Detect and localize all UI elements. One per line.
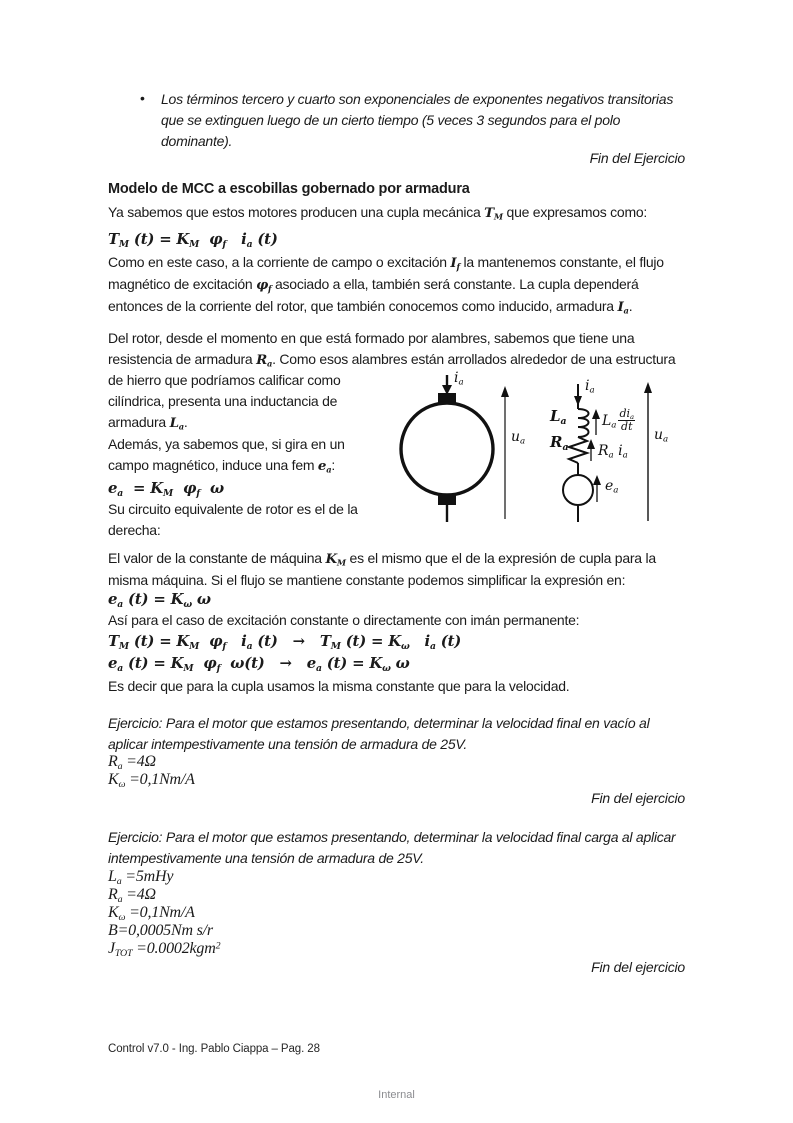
text-line: Como en este caso, a la corriente de campo o excitación $I_f$ la mantenemos constante, el flujo — [108, 254, 664, 272]
inductance-label: $L_a$ — [550, 407, 567, 427]
exercise2-prompt — [108, 827, 738, 869]
ea-equation — [108, 588, 211, 610]
torque-pair-equation — [108, 630, 461, 652]
text-line: $J_{TOT} =0.0002kgm^2$ — [108, 940, 221, 959]
text-line: que se extinguen luego de un cierto tiempo (5 veces 3 segundos para el polo — [161, 112, 621, 128]
inductor-drop-coefficient: $L_a$ — [602, 412, 617, 431]
math-symbol: $K_M$ — [325, 551, 346, 568]
brush-terminal-bottom — [438, 494, 456, 505]
fem-pair-equation — [108, 652, 410, 674]
circuit-voltage-label: $u_a$ — [654, 427, 669, 445]
text-line: $L_a =5mHy$ — [108, 868, 174, 887]
text-line: B=0,0005Nm s/r — [108, 922, 213, 939]
intro-paragraph: Ya sabemos que estos motores producen una cupla mecánica $T_M$ que expresamos como: — [108, 204, 648, 222]
inductor-drop-label — [602, 408, 635, 433]
emf-label: $e_a$ — [605, 478, 619, 496]
text-line: Ejercicio: Para el motor que estamos presentando, determinar la velocidad final carga al aplicar — [108, 829, 676, 845]
armature-voltage-label: $u_a$ — [511, 429, 526, 447]
math-symbol: $I_f$ — [450, 255, 460, 272]
text-line: $R_a =4\Omega$ — [108, 753, 156, 772]
emf-arrowhead — [593, 475, 601, 485]
math-symbol: $\varphi_f$ — [256, 277, 272, 294]
text-line: armadura $L_a$. — [108, 414, 188, 432]
fraction-numerator: $di_a$ — [619, 407, 635, 422]
text-line: Ejercicio: Para el motor que estamos presentando, determinar la velocidad final en vacío al — [108, 715, 650, 731]
bullet-paragraph — [161, 89, 701, 152]
circuit-current-label: $i_a$ — [585, 378, 595, 396]
text-line: de hierro que podríamos calificar como — [108, 372, 341, 388]
footer-text: Control v7.0 - Ing. Pablo Ciappa – Pag. 28 — [108, 1043, 320, 1055]
exercise1-prompt — [108, 713, 728, 755]
resistor-zigzag — [569, 437, 587, 463]
machine-constant-paragraph — [108, 548, 728, 591]
text-line: intempestivamente una tensión de armadura de 25V. — [108, 850, 424, 866]
text-line: $K_\omega =0,1Nm/A$ — [108, 904, 195, 923]
rotor-circuit-drawing — [390, 372, 690, 537]
text-line: $K_\omega =0,1Nm/A$ — [108, 771, 195, 790]
text-line: $R_a =4\Omega$ — [108, 886, 156, 905]
text-line: dominante). — [161, 133, 233, 149]
rotor-paragraph — [108, 328, 748, 371]
voltage-arrowhead-left — [501, 386, 509, 397]
resistor-drop-label: $R_a$ $i_a$ — [598, 443, 628, 461]
text-line: cilíndrica, presenta una inductancia de — [108, 393, 338, 409]
math-symbol: $T_M$ — [484, 205, 503, 222]
text-line: derecha: — [108, 522, 161, 538]
inductor-coil — [578, 409, 589, 437]
inductor-drop-arrowhead — [592, 409, 600, 419]
text-line: campo magnético, induce una fem $e_a$: — [108, 457, 336, 475]
torque-equation — [108, 228, 278, 250]
bullet-marker: • — [140, 90, 145, 106]
text-line: Los términos tercero y cuarto son exponenciales de exponentes negativos transitorias — [161, 91, 674, 107]
math-symbol: $T_M$ $(t) = K_M$ $\varphi_f$ $i_a$ (t) — [108, 230, 278, 250]
math-symbol: $e_a$ $(t) = K_M$ $\varphi_f$ $\omega(t) \to e_a$ $(t) = K_\omega$ ω — [108, 654, 410, 674]
exercise2-fin-label: Fin del ejercicio — [591, 959, 685, 975]
field-paragraph — [108, 252, 728, 318]
fraction-denominator: dt — [621, 420, 633, 434]
inductance-paragraph — [108, 370, 400, 477]
circuit-current-arrowhead — [574, 396, 582, 406]
text-line: aplicar intempestivamente una tensión de armadura de 25V. — [108, 736, 468, 752]
fin-ejercicio-top-label: Fin del Ejercicio — [589, 150, 685, 166]
exercise2-parameters — [108, 868, 220, 958]
exercise1-parameters — [108, 753, 195, 789]
circuit-reference-paragraph — [108, 499, 400, 541]
conclusion-paragraph: Es decir que para la cupla usamos la misma constante que para la velocidad. — [108, 678, 570, 694]
math-symbol: $e_a$ — [317, 458, 332, 475]
text-line: El valor de la constante de máquina $K_M$ es el mismo que el de la expresión de cupla para la — [108, 550, 656, 568]
text-line: misma máquina. Si el flujo se mantiene constante podemos simplificar la expresión en: — [108, 572, 626, 588]
exercise1-fin-label: Fin del ejercicio — [591, 790, 685, 806]
text-line: resistencia de armadura $R_a$. Como esos alambres están arrollados alrededor de una estructura — [108, 351, 676, 369]
armature-current-label: $i_a$ — [454, 370, 464, 388]
section-heading: Modelo de MCC a escobillas gobernado por armadura — [108, 181, 470, 197]
magnet-paragraph: Así para el caso de excitación constante o directamente con imán permanente: — [108, 612, 580, 628]
math-symbol: $T_M$ $(t) = K_M$ $\varphi_f$ $i_a$ $(t) \to T_M$ $(t) = K_\omega$ $i_a$ (t) — [108, 632, 462, 652]
fem-equation — [108, 477, 400, 499]
math-symbol: $I_a$ — [617, 299, 629, 316]
narrow-text-column — [108, 370, 400, 541]
text-line: Además, ya sabemos que, si gira en un — [108, 436, 345, 452]
resistance-label: $R_a$ — [550, 433, 569, 453]
text-line: Del rotor, desde el momento en que está formado por alambres, sabemos que tiene una — [108, 330, 635, 346]
math-symbol: $R_a$ — [256, 352, 273, 369]
text-line: entonces de la corriente del rotor, que también conocemos como inducido, armadura $I_a$. — [108, 298, 633, 316]
internal-watermark: Internal — [378, 1089, 415, 1101]
voltage-arrowhead-right — [644, 382, 652, 393]
math-symbol: $L_a$ — [169, 415, 184, 432]
armature-circle — [401, 403, 493, 495]
rotor-circuit-figure — [390, 372, 690, 537]
text-line: Su circuito equivalente de rotor es el de la — [108, 501, 358, 517]
math-symbol: $e_a = K_M$ $\varphi_f$ ω — [108, 479, 224, 499]
inductor-drop-fraction — [618, 408, 635, 433]
emf-source-circle — [563, 475, 593, 505]
math-symbol: $e_a$ $(t) = K_\omega$ ω — [108, 590, 211, 610]
text-line: magnético de excitación $\varphi_f$ asociado a ella, también será constante. La cupla dependerá — [108, 276, 639, 294]
